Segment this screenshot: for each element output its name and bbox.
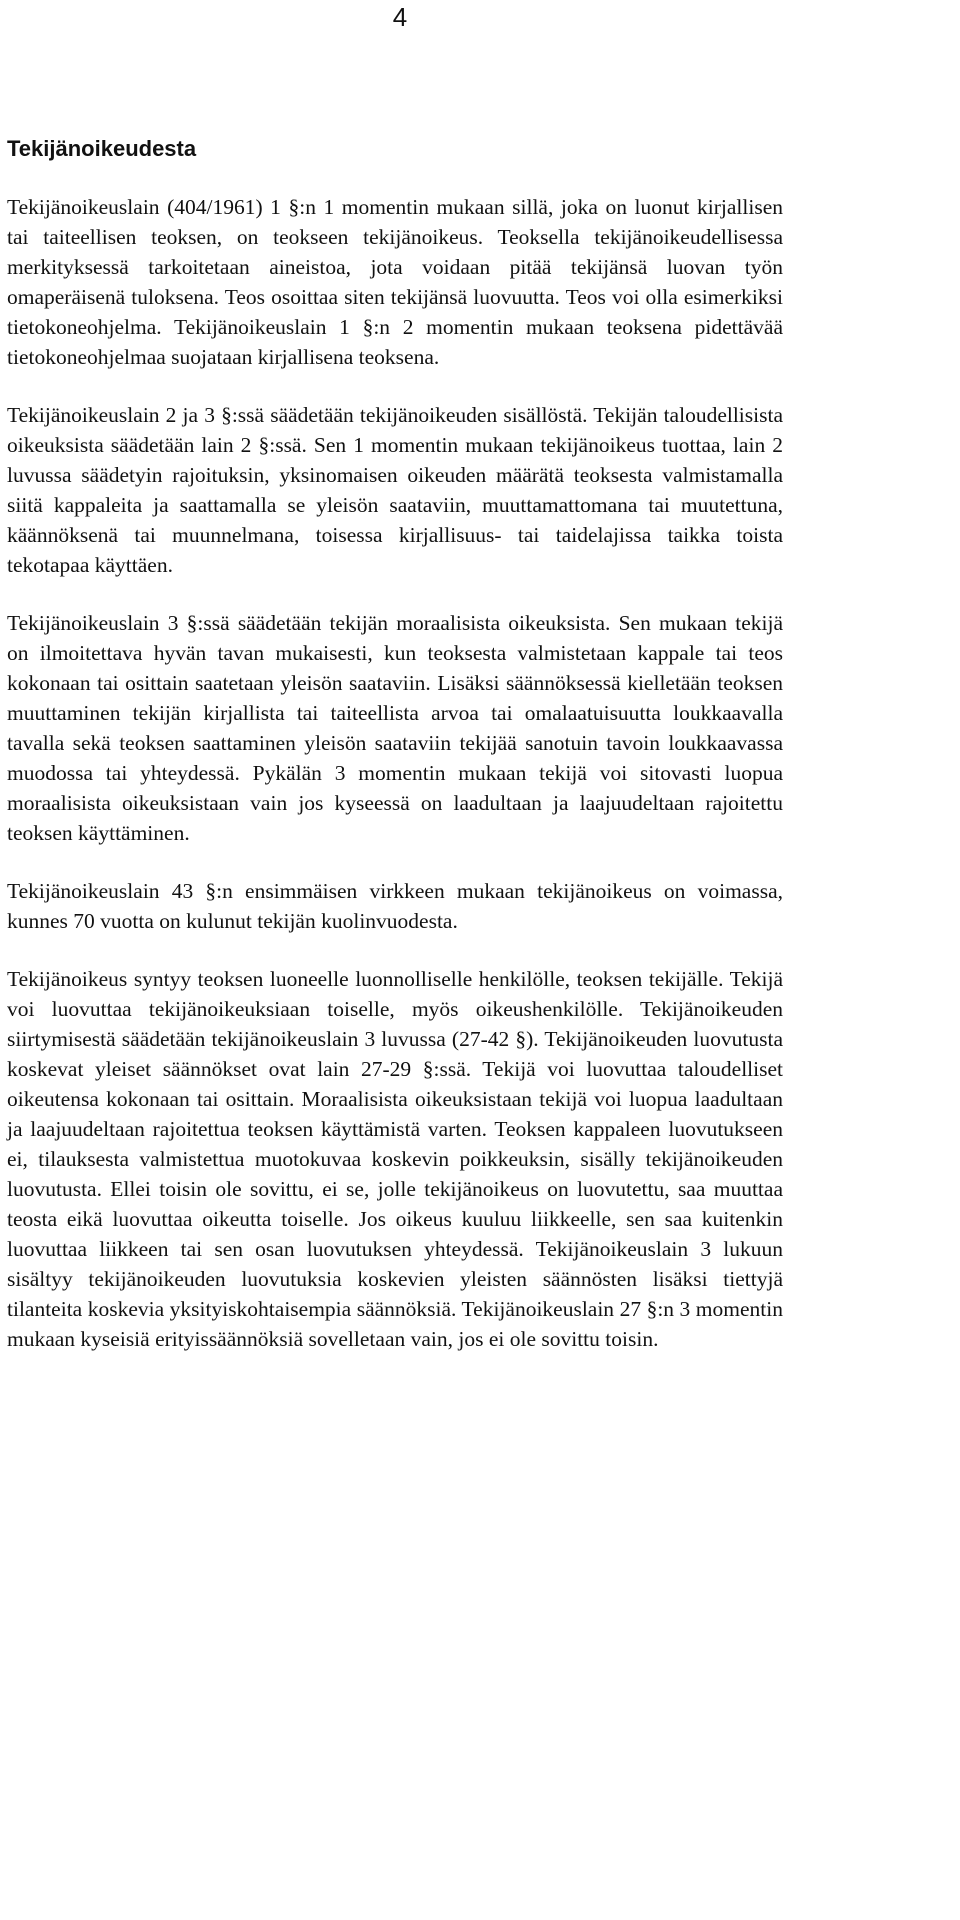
paragraph-3: Tekijänoikeuslain 3 §:ssä säädetään tekijän moraalisista oikeuksista. Sen mukaan tekijä on ilmoitettava hyvän tavan mukaisesti, kun teoksesta valmistetaan kappale tai teos kokonaan tai osittain saatetaan yleisön saataviin. Lisäksi säännöksessä kielletään teoksen muuttaminen tekijän kirjallista tai taiteellista arvoa tai omalaatuisuutta loukkaavalla tavalla sekä teoksen saattaminen yleisön saataviin tekijää sanotuin tavoin loukkaavassa muodossa tai yhteydessä. Pykälän 3 momentin mukaan tekijä voi sitovasti luopua moraalisista oikeuksistaan vain jos kyseessä on laadultaan ja laajuudeltaan rajoitettu teoksen käyttäminen.	[7, 611, 783, 845]
page-number: 4	[392, 2, 408, 32]
paragraph-5: Tekijänoikeus syntyy teoksen luoneelle luonnolliselle henkilölle, teoksen tekijälle. Tekijä voi luovuttaa tekijänoikeuksiaan toiselle, myös oikeushenkilölle. Tekijänoikeuden siirtymisestä säädetään tekijänoikeuslain 3 luvussa (27-42 §). Tekijänoikeuden luovutusta koskevat yleiset säännökset ovat lain 27-29 §:ssä. Tekijä voi luovuttaa taloudelliset oikeutensa kokonaan tai osittain. Moraalisista oikeuksistaan tekijä voi luopua laadultaan ja laajuudeltaan rajoitettua teoksen käyttämistä varten. Teoksen kappaleen luovutukseen ei, tilauksesta valmistettua muotokuvaa koskevin poikkeuksin, sisälly tekijänoikeuden luovutusta. Ellei toisin ole sovittu, ei se, jolle tekijänoikeus on luovutettu, saa muuttaa teosta eikä luovuttaa oikeutta toiselle. Jos oikeus kuuluu liikkeelle, sen saa kuitenkin luovuttaa liikkeen tai sen osan luovutuksen yhteydessä. Tekijänoikeuslain 3 lukuun sisältyy tekijänoikeuden luovutuksia koskevien yleisten säännösten lisäksi tiettyjä tilanteita koskevia yksityiskohtaisempia säännöksiä. Tekijänoikeuslain 27 §:n 3 momentin mukaan kyseisiä erityissäännöksiä sovelletaan vain, jos ei ole sovittu toisin.	[7, 967, 783, 1351]
paragraph-1-text-b: Tekijänoikeuslain 1 §:n 2 momentin mukaan teoksena pidettävää tietokoneohjelmaa suojataan kirjallisena teoksena.	[7, 315, 783, 369]
paragraph-1	[7, 192, 783, 372]
section-heading: Tekijänoikeudesta	[7, 136, 197, 161]
document-body	[7, 134, 783, 1382]
paragraph-1-text-a: Tekijänoikeuslain (404/1961) 1 §:n 1 momentin mukaan sillä, joka on luonut kirjallisen tai taiteellisen teoksen, on teokseen tekijänoikeus. Teoksella tekijänoikeudellisessa merkityksessä tarkoitetaan aineistoa, jota voidaan pitää tekijänsä luovan työn omaperäisenä tuloksena. Teos osoittaa siten tekijänsä luovuutta. Teos voi olla esimerkiksi tietokoneohjelma.	[7, 195, 783, 339]
paragraph-4: Tekijänoikeuslain 43 §:n ensimmäisen virkkeen mukaan tekijänoikeus on voimassa, kunnes 70 vuotta on kulunut tekijän kuolinvuodesta.	[7, 879, 783, 933]
paragraph-2: Tekijänoikeuslain 2 ja 3 §:ssä säädetään tekijänoikeuden sisällöstä. Tekijän taloudellisista oikeuksista säädetään lain 2 §:ssä. Sen 1 momentin mukaan tekijänoikeus tuottaa, lain 2 luvussa säädetyin rajoituksin, yksinomaisen oikeuden määrätä teoksesta valmistamalla siitä kappaleita ja saattamalla se yleisön saataviin, muuttamattomana tai muutettuna, käännöksenä tai muunnelmana, toisessa kirjallisuus- tai taidelajissa taikka toista tekotapaa käyttäen.	[7, 403, 783, 577]
